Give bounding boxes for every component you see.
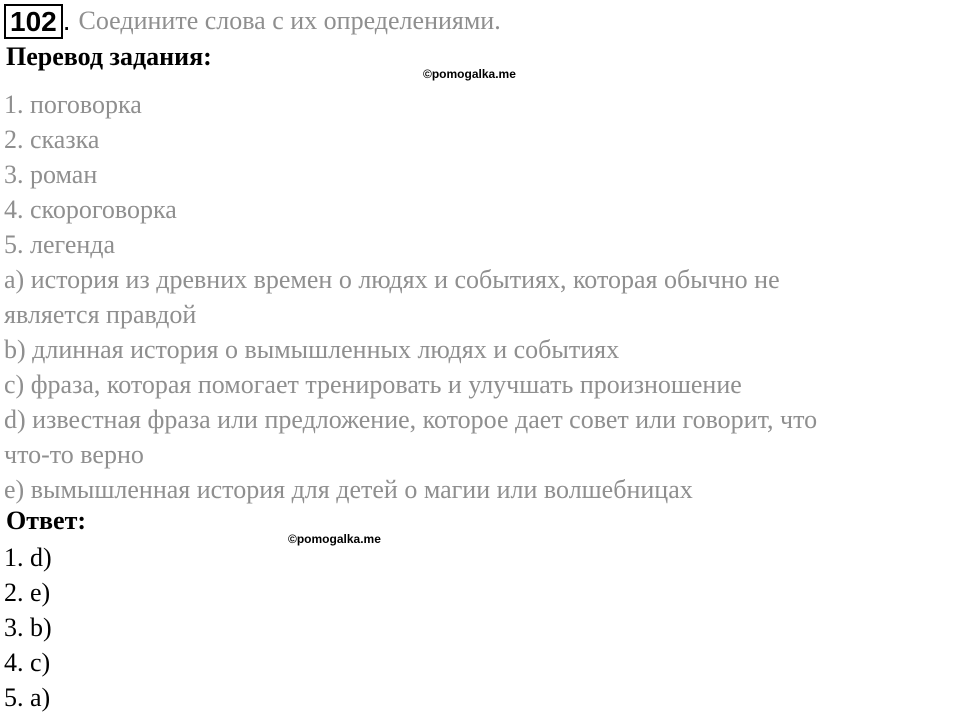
- list-item: c) фраза, которая помогает тренировать и улучшать произношение: [4, 370, 742, 399]
- task-number-box: 102: [4, 4, 63, 39]
- answer-heading: Ответ:: [6, 506, 87, 535]
- list-item: e) вымышленная история для детей о магии или волшебницах: [4, 475, 693, 504]
- list-item: что-то верно: [4, 440, 144, 469]
- task-number-dot: .: [62, 5, 71, 36]
- list-item: 5. легенда: [4, 230, 116, 259]
- answer-list: [4, 540, 52, 715]
- list-item: 3. роман: [4, 160, 98, 189]
- list-item: 5. a): [4, 683, 51, 712]
- list-item: 2. e): [4, 578, 51, 607]
- list-item: d) известная фраза или предложение, которое дает совет или говорит, что: [4, 405, 818, 434]
- task-instruction: Соедините слова с их определениями.: [78, 6, 501, 35]
- translation-heading: Перевод задания:: [6, 42, 212, 71]
- list-item: 2. сказка: [4, 125, 100, 154]
- list-item: a) история из древних времен о людях и событиях, которая обычно не: [4, 265, 780, 294]
- list-item: 4. скороговорка: [4, 195, 177, 224]
- list-item: 1. поговорка: [4, 90, 142, 119]
- list-item: является правдой: [4, 300, 197, 329]
- translation-list: [4, 87, 959, 507]
- list-item: b) длинная история о вымышленных людях и событиях: [4, 335, 620, 364]
- watermark-top: ©pomogalka.me: [423, 67, 516, 81]
- list-item: 4. c): [4, 648, 51, 677]
- list-item: 1. d): [4, 543, 52, 572]
- task-header: [4, 2, 501, 40]
- watermark-bottom: ©pomogalka.me: [288, 532, 381, 546]
- list-item: 3. b): [4, 613, 52, 642]
